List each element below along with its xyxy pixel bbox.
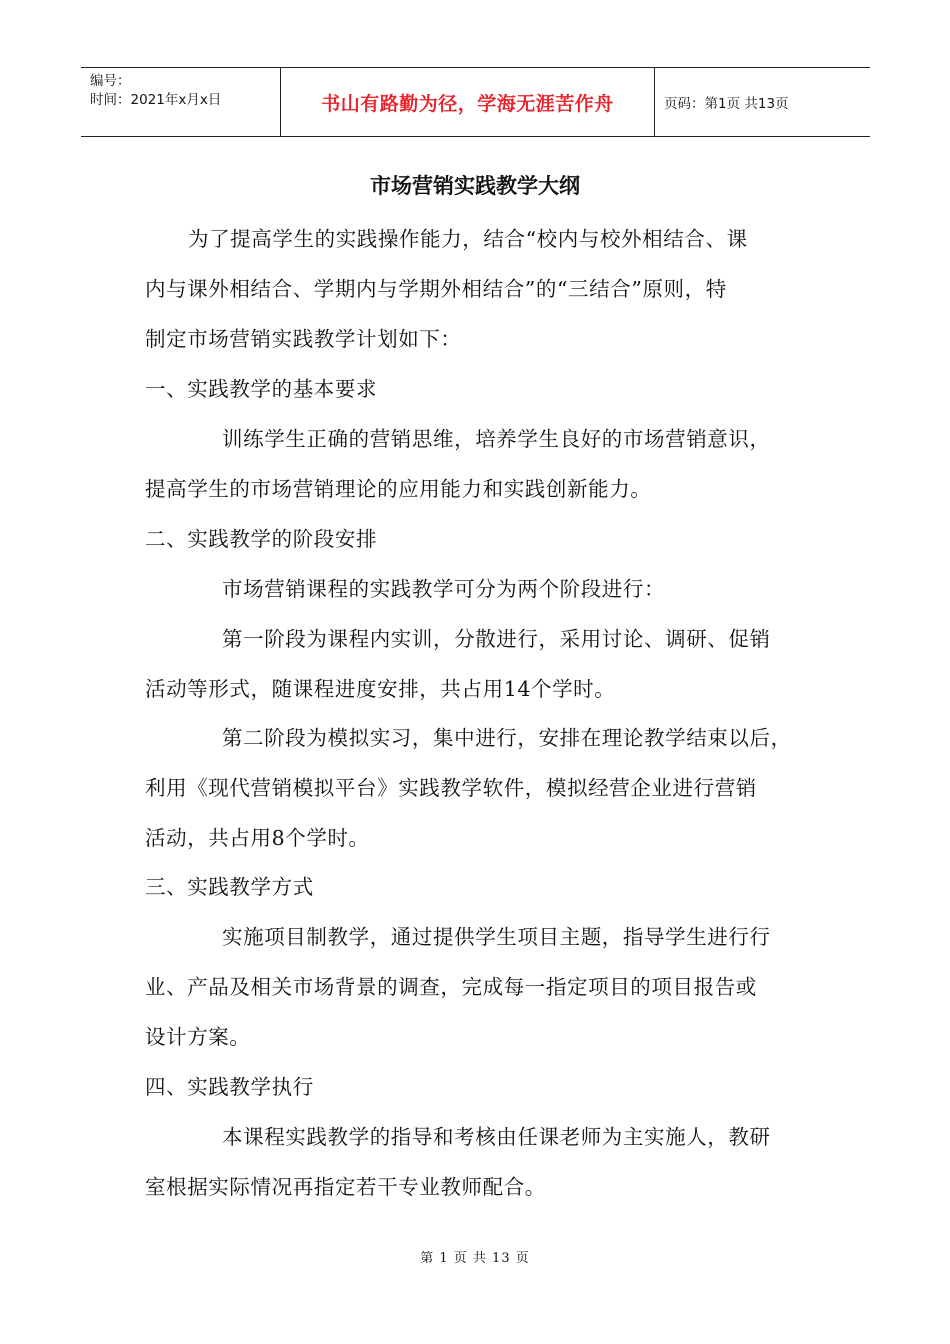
header-page-info: 页码：第1页 共13页 [664,96,789,112]
section-heading: 二、实践教学的阶段安排 [145,527,378,551]
body-line: 提高学生的市场营销理论的应用能力和实践创新能力。 [145,477,652,501]
body-line: 第二阶段为模拟实习，集中进行，安排在理论教学结束以后， [222,726,792,750]
time-label: 时间：2021年x月x日 [90,92,222,108]
section-heading: 三、实践教学方式 [145,875,314,899]
body-line: 实施项目制教学，通过提供学生项目主题，指导学生进行行 [222,925,771,949]
body-line: 室根据实际情况再指定若干专业教师配合。 [145,1175,546,1199]
code-label: 编号： [90,73,131,89]
body-line: 制定市场营销实践教学计划如下： [145,327,462,351]
body-line: 活动等形式，随课程进度安排，共占用14个学时。 [145,677,616,701]
body-line: 本课程实践教学的指导和考核由任课老师为主实施人，教研 [222,1125,771,1149]
header-motto: 书山有路勤为径，学海无涯苦作舟 [281,68,655,136]
body-line: 训练学生正确的营销思维，培养学生良好的市场营销意识， [222,427,771,451]
header-meta [81,68,281,136]
body-line: 业、产品及相关市场背景的调查，完成每一指定项目的项目报告或 [145,975,757,999]
section-heading: 一、实践教学的基本要求 [145,377,378,401]
document-header [81,67,870,137]
body-line: 第一阶段为课程内实训，分散进行，采用讨论、调研、促销 [222,627,771,651]
body-line: 市场营销课程的实践教学可分为两个阶段进行： [222,577,666,601]
section-heading: 四、实践教学执行 [145,1075,314,1099]
body-line: 利用《现代营销模拟平台》实践教学软件，模拟经营企业进行营销 [145,776,757,800]
body-line: 活动，共占用8个学时。 [145,826,370,850]
page-footer: 第 1 页 共 13 页 [420,1251,530,1266]
document-title: 市场营销实践教学大纲 [370,174,580,198]
body-line: 为了提高学生的实践操作能力，结合“校内与校外相结合、课 [188,227,748,251]
body-line: 内与课外相结合、学期内与学期外相结合”的“三结合”原则，特 [145,277,727,301]
body-line: 设计方案。 [145,1025,251,1049]
